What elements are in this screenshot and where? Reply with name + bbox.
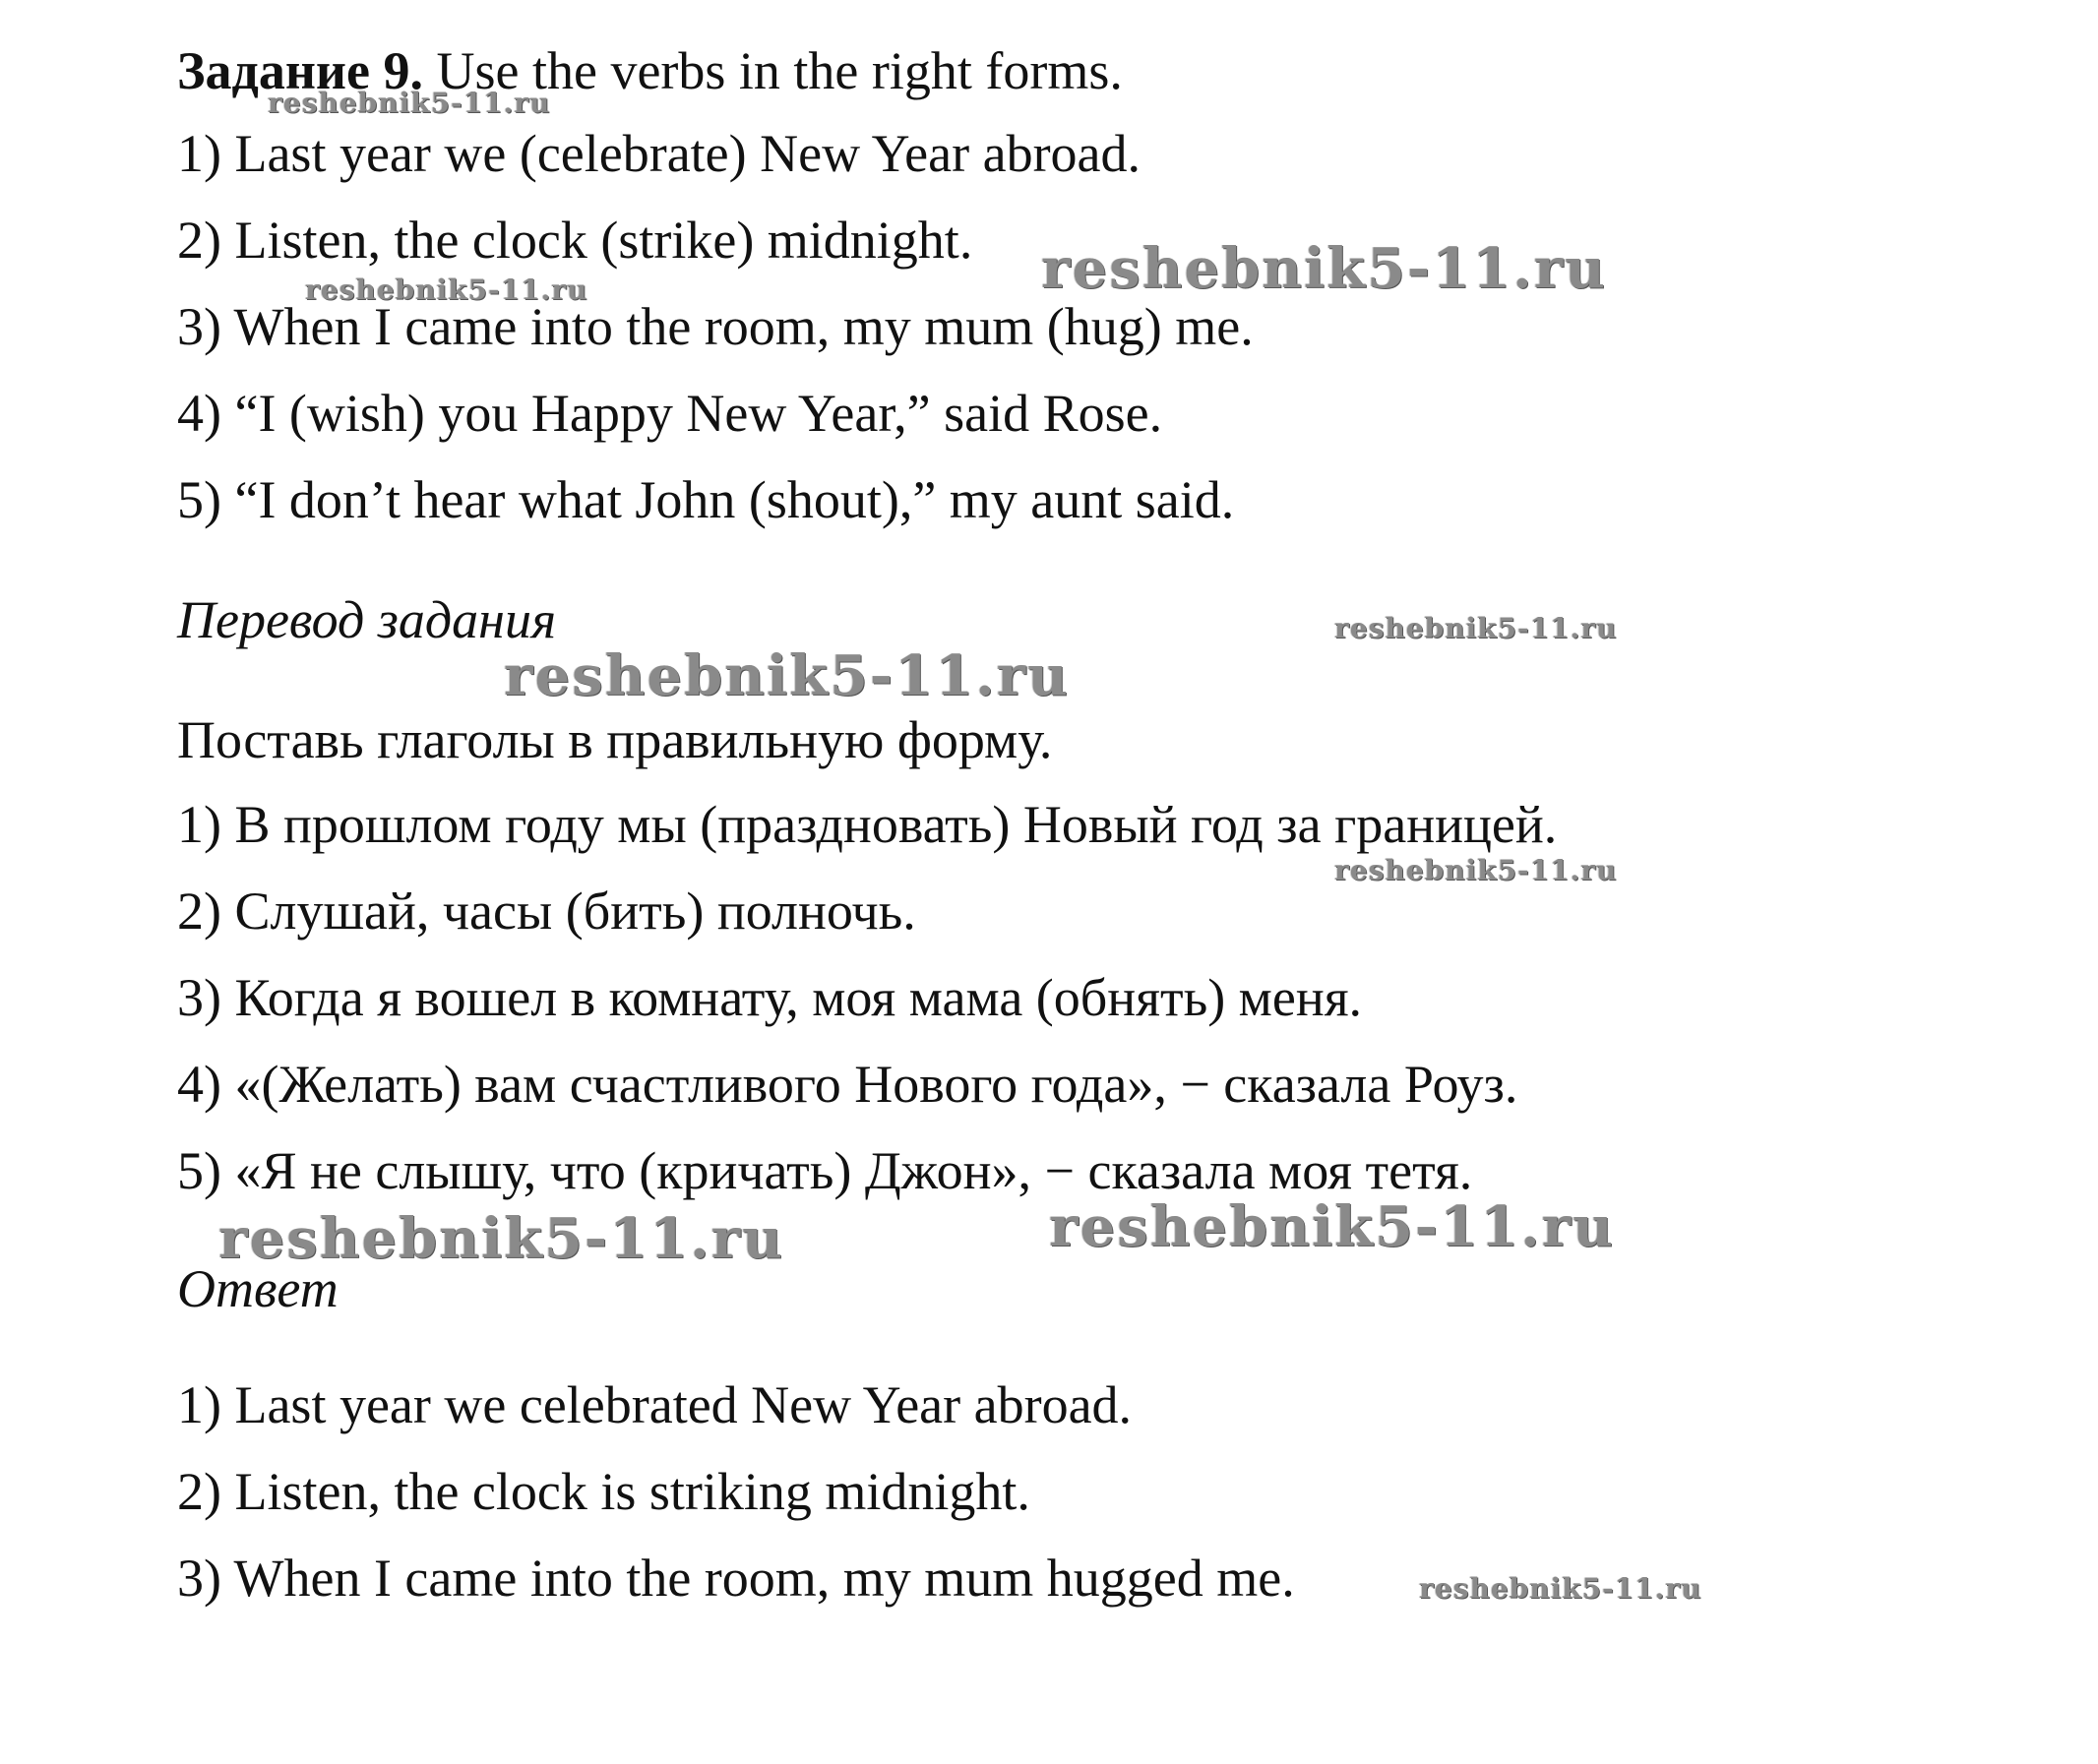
watermark: reshebnik5-11.ru xyxy=(1334,612,1618,644)
task-instruction: Use the verbs in the right forms. xyxy=(436,41,1123,100)
task-item: 5) “I don’t hear what John (shout),” my aunt said. xyxy=(177,470,1235,529)
task-item: 2) Listen, the clock (strike) midnight. xyxy=(177,211,973,270)
watermark: reshebnik5-11.ru xyxy=(1419,1572,1702,1605)
watermark: reshebnik5-11.ru xyxy=(218,1206,784,1271)
answer-item: 3) When I came into the room, my mum hugged me. xyxy=(177,1549,1295,1608)
translation-item: 4) «(Желать) вам счастливого Нового года», − сказала Роуз. xyxy=(177,1055,1518,1114)
watermark: reshebnik5-11.ru xyxy=(268,87,551,119)
watermark: reshebnik5-11.ru xyxy=(1049,1194,1615,1259)
answer-item: 2) Listen, the clock is striking midnight. xyxy=(177,1462,1030,1521)
watermark: reshebnik5-11.ru xyxy=(504,643,1070,708)
watermark: reshebnik5-11.ru xyxy=(1041,236,1607,301)
watermark: reshebnik5-11.ru xyxy=(305,274,588,306)
task-item: 3) When I came into the room, my mum (hug) me. xyxy=(177,297,1254,356)
translation-heading: Перевод задания xyxy=(177,590,557,649)
answer-heading: Ответ xyxy=(177,1259,339,1318)
translation-item: 5) «Я не слышу, что (кричать) Джон», − сказала моя тетя. xyxy=(177,1141,1473,1200)
translation-item: 3) Когда я вошел в комнату, моя мама (обнять) меня. xyxy=(177,968,1363,1027)
watermark: reshebnik5-11.ru xyxy=(1334,854,1618,886)
answer-item: 1) Last year we celebrated New Year abroad. xyxy=(177,1375,1133,1434)
translation-instruction: Поставь глаголы в правильную форму. xyxy=(177,710,1053,769)
task-item: 4) “I (wish) you Happy New Year,” said Rose. xyxy=(177,384,1163,443)
translation-item: 1) В прошлом году мы (праздновать) Новый год за границей. xyxy=(177,795,1558,854)
task-item: 1) Last year we (celebrate) New Year abroad. xyxy=(177,124,1142,183)
translation-item: 2) Слушай, часы (бить) полночь. xyxy=(177,882,916,941)
task-number: Задание 9. xyxy=(177,41,424,100)
